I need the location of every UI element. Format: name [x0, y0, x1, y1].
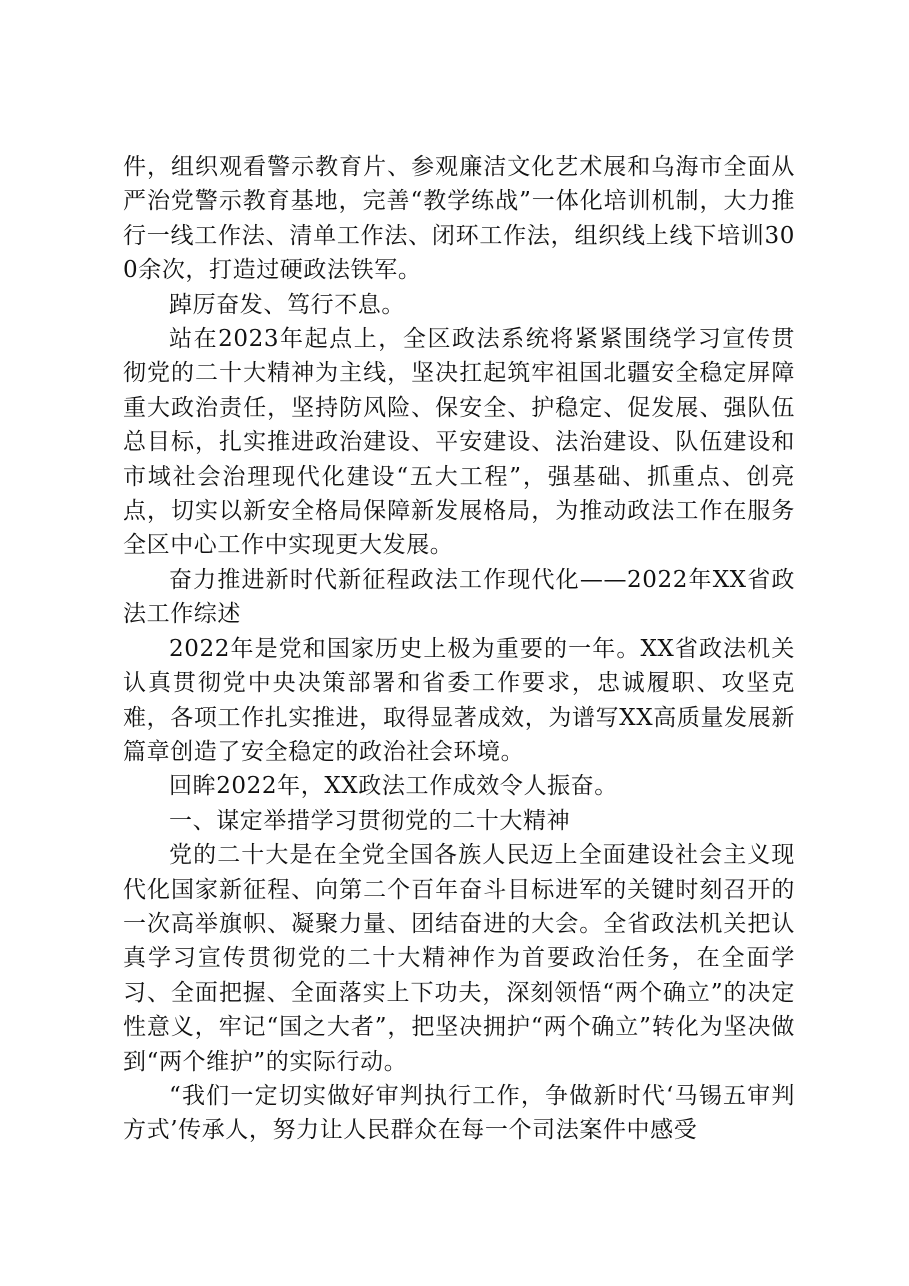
paragraph-review: 回眸2022年，XX政法工作成效令人振奋。	[169, 773, 618, 800]
section-heading-1: 一、谋定举措学习贯彻党的二十大精神	[169, 807, 571, 834]
paragraph-quote: “我们一定切实做好审判执行工作，争做新时代‘马锡五审判方式’传承人，努力让人民群众在每一个司法案件中感受	[123, 1082, 795, 1144]
document-body	[123, 150, 795, 1148]
paragraph-congress: 党的二十大是在全党全国各族人民迈上全面建设社会主义现代化国家新征程、向第二个百年奋斗目标进军的关键时刻召开的一次高举旗帜、凝聚力量、团结奋进的大会。全省政法机关把认真学习宣传贯彻党的二十大精神作为首要政治任务，在全面学习、全面把握、全面落实上下功夫，深刻领悟“两个确立”的决定性意义，牢记“国之大者”，把坚决拥护“两个确立”转化为坚决做到“两个维护”的实际行动。	[123, 842, 795, 1075]
paragraph-intro-2022: 2022年是党和国家历史上极为重要的一年。XX省政法机关认真贯彻党中央决策部署和省委工作要求，忠诚履职、攻坚克难，各项工作扎实推进，取得显著成效，为谱写XX高质量发展新篇章创造了安全稳定的政治社会环境。	[123, 635, 795, 765]
paragraph-continuation: 件，组织观看警示教育片、参观廉洁文化艺术展和乌海市全面从严治党警示教育基地，完善“教学练战”一体化培训机制，大力推行一线工作法、清单工作法、闭环工作法，组织线上线下培训300余次，打造过硬政法铁军。	[123, 154, 795, 284]
paragraph-outlook-2023: 站在2023年起点上，全区政法系统将紧紧围绕学习宣传贯彻党的二十大精神为主线，坚决扛起筑牢祖国北疆安全稳定屏障重大政治责任，坚持防风险、保安全、护稳定、促发展、强队伍总目标，扎实推进政治建设、平安建设、法治建设、队伍建设和市域社会治理现代化建设“五大工程”，强基础、抓重点、创亮点，切实以新安全格局保障新发展格局，为推动政法工作在服务全区中心工作中实现更大发展。	[123, 326, 795, 559]
paragraph-slogan: 踔厉奋发、笃行不息。	[169, 291, 405, 318]
paragraph-article-title: 奋力推进新时代新征程政法工作现代化——2022年XX省政法工作综述	[123, 566, 795, 628]
